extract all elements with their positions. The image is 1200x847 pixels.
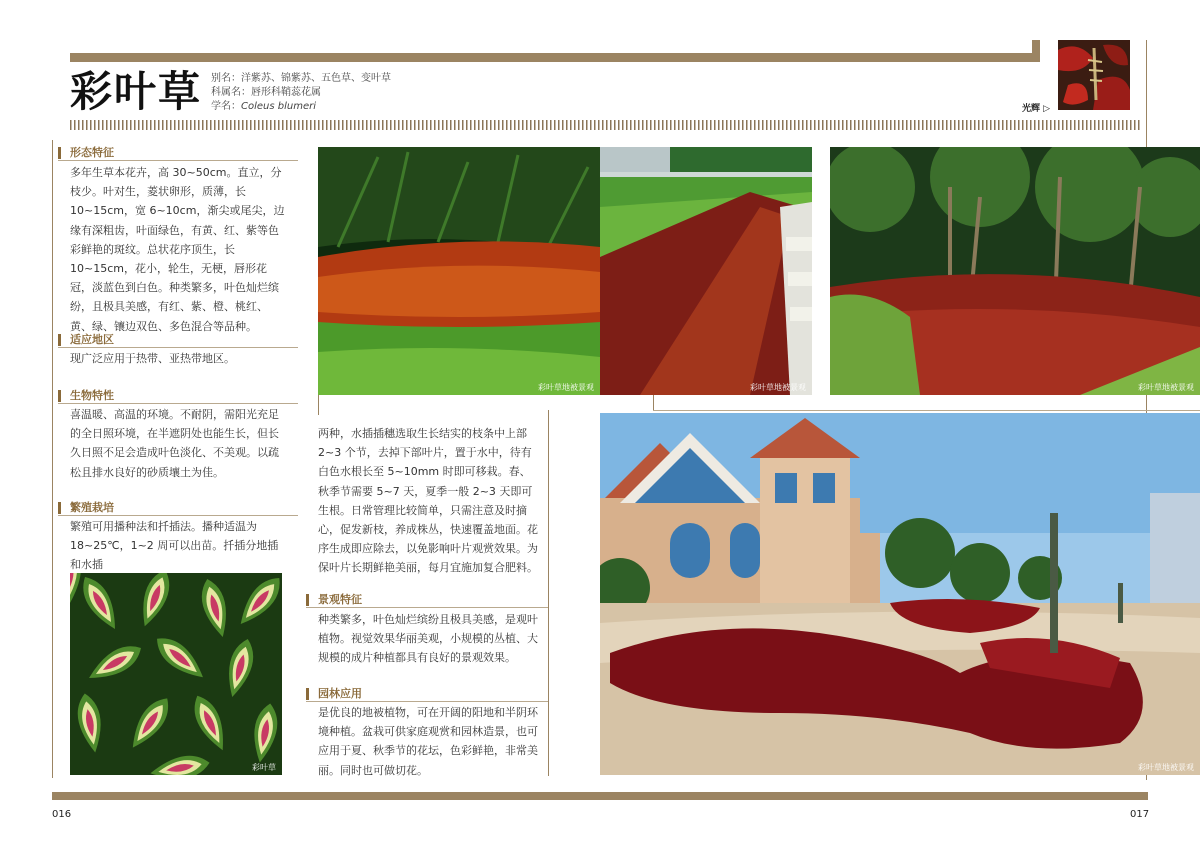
photo-groundcover-1 [318, 147, 600, 395]
divider [306, 607, 548, 608]
divider [58, 515, 298, 516]
middle-column-rule [548, 410, 549, 776]
region-text: 现广泛应用于热带、亚热带地区。 [70, 352, 235, 365]
dotted-ruler [70, 120, 1142, 130]
thumbnail-caption: 光辉 ▷ [1022, 104, 1051, 114]
divider [58, 347, 298, 348]
divider [58, 403, 298, 404]
page-number-right: 017 [1130, 809, 1150, 820]
divider [306, 701, 548, 702]
divider [318, 395, 319, 415]
divider [653, 410, 1200, 411]
left-column-rule [52, 140, 53, 778]
photo-groundcover-3 [830, 147, 1200, 395]
latin-text: 学名：Coleus blumeri [211, 101, 317, 112]
photo-groundcover-2 [600, 147, 812, 395]
family-text: 科属名：唇形科鞘蕊花属 [211, 87, 321, 98]
photo-caption: 彩叶草地被景观 [750, 383, 806, 392]
alias-text: 别名：洋紫苏、锦紫苏、五色草、变叶草 [211, 73, 391, 84]
heading-biology: 生物特性 [58, 389, 114, 403]
garden-text: 是优良的地被植物，可在开阔的阳地和半阴环境种植。盆栽可供家庭观赏和园林造景，也可应用于夏、秋季节的花坛，色彩鲜艳，非常美丽。同时也可做切花。 [318, 706, 538, 777]
biology-text: 喜温暖、高温的环境。不耐阴，需阳光充足的全日照环境，在半遮阴处也能生长，但长久日照不足会造成叶色淡化、不美观。以疏松且排水良好的砂质壤土为佳。 [70, 408, 279, 479]
bottom-bar [52, 792, 1148, 800]
morphology-text: 多年生草本花卉，高 30~50cm。直立，分枝少。叶对生，菱状卵形，质薄，长10~15cm，宽 6~10cm，渐尖或尾尖，边缘有深粗齿，叶面绿色，有黄、红、紫等色彩鲜艳的斑纹。总状花序顶生，长 10~15cm，花小，轮生，无梗，唇形花冠，淡蓝色到白色。种类繁多，叶色灿烂缤纷，且极具美感，有红、紫、橙、桃红、黄、绿、镶边双色、多色混合等品种。 [70, 166, 285, 333]
heading-morphology: 形态特征 [58, 146, 114, 160]
photo-plaza-flowerbed [600, 413, 1200, 775]
page-title: 彩叶草 [70, 67, 203, 116]
plant-meta [211, 72, 391, 114]
heading-garden: 园林应用 [306, 687, 362, 701]
propagation-text: 繁殖可用播种法和扦插法。播种适温为 18~25℃，1~2 周可以出苗。扦插分地插和水插 [70, 520, 279, 572]
photo-coleus-leaves [70, 573, 282, 775]
photo-caption: 彩叶草地被景观 [1138, 383, 1194, 392]
heading-propagation: 繁殖栽培 [58, 501, 114, 515]
heading-landscape: 景观特征 [306, 593, 362, 607]
divider [58, 160, 298, 161]
heading-region: 适应地区 [58, 333, 114, 347]
top-bar [70, 53, 1040, 62]
page-number-left: 016 [52, 809, 72, 820]
divider [653, 395, 654, 411]
landscape-text: 种类繁多，叶色灿烂缤纷且极具美感，是观叶植物。视觉效果华丽美观，小规模的丛植、大规模的成片种植都具有良好的景观效果。 [318, 613, 538, 665]
top-bar-hook [1032, 40, 1040, 62]
photo-caption: 彩叶草地被景观 [1138, 763, 1194, 772]
thumbnail-photo [1058, 40, 1130, 110]
propagation-text-continued: 两种，水插插穗选取生长结实的枝条中上部 2~3 个节，去掉下部叶片，置于水中，待有白色水根长至 5~10mm 时即可移栽。春、秋季节需要 5~7 天，夏季一般 2~3 天即可生根。日常管理比较简单，只需注意及时摘心，促发新枝，养成株丛，快速覆盖地面。花序生成即应除去，以免影响叶片观赏效果。为保叶片长期鲜艳美丽，每月宜施加复合肥料。 [318, 427, 538, 575]
photo-caption: 彩叶草 [252, 763, 276, 772]
photo-caption: 彩叶草地被景观 [538, 383, 594, 392]
